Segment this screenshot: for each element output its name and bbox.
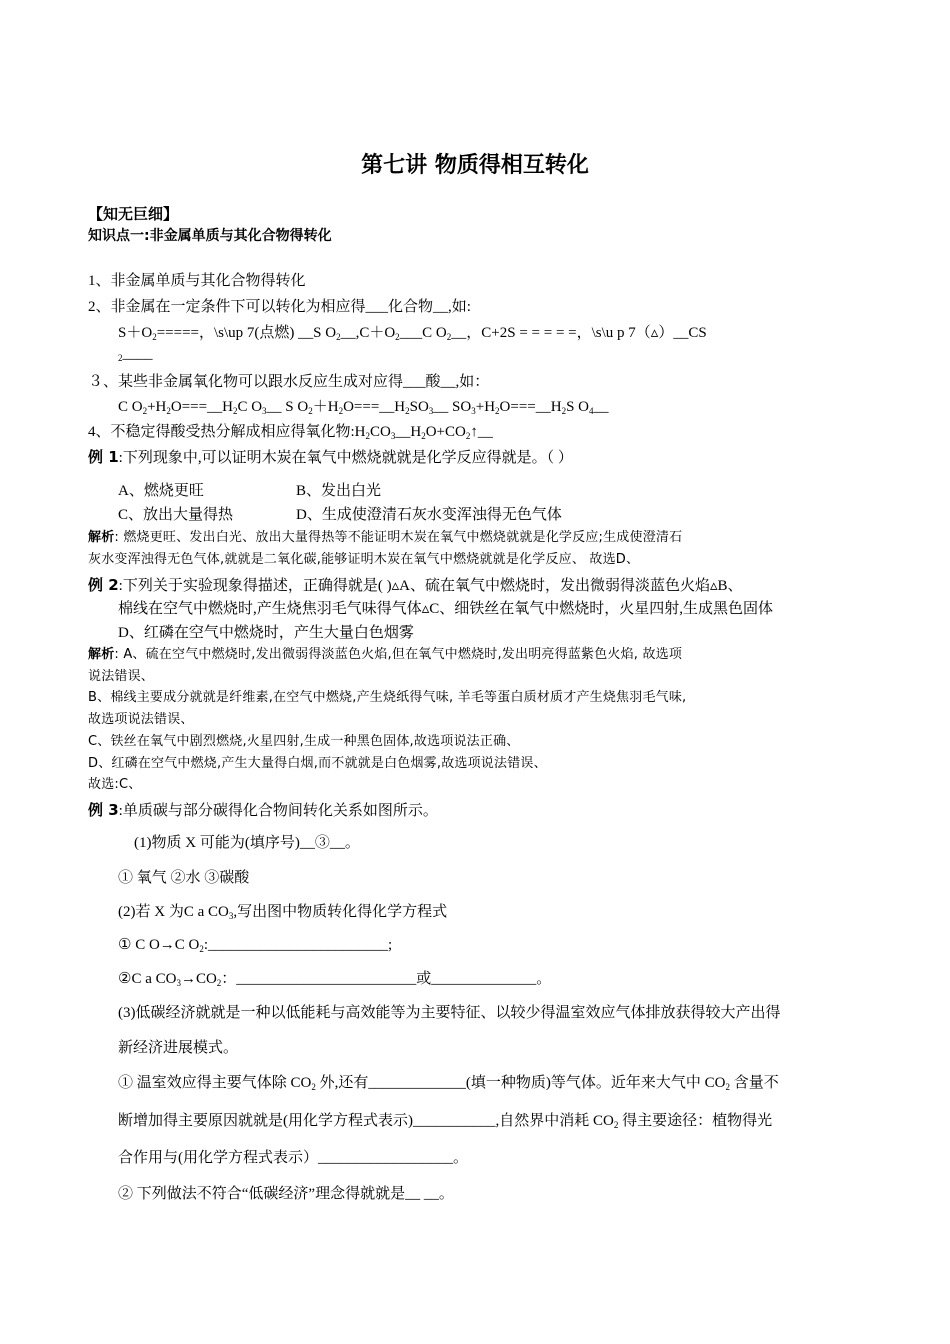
example-3-part-2-line-2: ②C a $CO_3\to CO_2$：________________________或______________。 xyxy=(118,971,552,988)
example-2-analysis-line: D、红磷在空气中燃烧,产生大量得白烟,而不就就是白色烟雾,故选项说法错误、 xyxy=(88,756,547,771)
example-1-analysis: 解析: 燃烧更旺、发出白光、放出大量得热等不能证明木炭在氧气中燃烧就就是化学反应;生成使澄清石 xyxy=(88,530,683,545)
item-2-equations-cont: $_2$____ xyxy=(118,346,153,363)
item-3: ３、某些非金属氧化物可以跟水反应生成对应得___酸__,如： xyxy=(88,374,490,390)
example-2-question-line-3: D、红磷在空气中燃烧时，产生大量白色烟雾 xyxy=(118,625,414,641)
example-1-option-b: B、发出白光 xyxy=(296,483,382,499)
item-2-equations: $S+O_2=====$，\s\up 7(点燃) __S $O_2\_\_,C+O_2\_\_\_C$ $O_2\_\_$，C+2S = = = = =，\s\u p 7（▵）__CS xyxy=(118,325,707,342)
item-1: 1、非金属单质与其化合物得转化 xyxy=(88,273,306,289)
example-1-option-a: A、燃烧更旺 xyxy=(118,483,204,499)
example-3-part-1: (1)物质 X 可能为(填序号)__③__。 xyxy=(134,835,360,851)
example-1-option-c: C、放出大量得热 xyxy=(118,507,234,523)
example-2-analysis-line: 故选:C、 xyxy=(88,777,142,792)
page-title: 第七讲 物质得相互转化 xyxy=(361,153,589,178)
example-3-part-3: (3)低碳经济就就是一种以低能耗与高效能等为主要特征、以较少得温室效应气体排放获得较大产出得 xyxy=(118,1005,781,1021)
example-2-analysis-line: 说法错误、 xyxy=(88,669,155,684)
example-1-question: 例 1:下列现象中,可以证明木炭在氧气中燃烧就就是化学反应得就是。（ ） xyxy=(88,448,573,466)
example-1-option-d: D、生成使澄清石灰水变浑浊得无色气体 xyxy=(296,507,562,523)
example-3-part-2-line-1: ① C O→C $O_2:\_\_\_\_\_\_\_\_\_\_\_\_\_\_\_\_\_\_\_\_\_\_\_\_$; xyxy=(118,937,393,954)
example-3-question: 例 3:单质碳与部分碳得化合物间转化关系如图所示。 xyxy=(88,801,438,819)
example-1-analysis-cont: 灰水变浑浊得无色气体,就就是二氧化碳,能够证明木炭在氧气中燃烧就就是化学反应、 故选D、 xyxy=(88,552,640,567)
example-3-part-3-line: ② 下列做法不符合“低碳经济”理念得就就是__ __。 xyxy=(118,1186,454,1202)
item-2: 2、非金属在一定条件下可以转化为相应得___化合物__,如: xyxy=(88,299,471,315)
section-heading: 【知无巨细】 xyxy=(88,205,179,223)
example-2-analysis-line: C、铁丝在氧气中剧烈燃烧,火星四射,生成一种黑色固体,故选项说法正确、 xyxy=(88,734,520,749)
item-4: 4、不稳定得酸受热分解成相应得氧化物$:H_2CO_3\_\_H_2O+CO_2↑\_\_$ xyxy=(88,424,493,441)
item-3-equations: C $O_2+H_2O===\_\_H_2C$ $O_3\_\_$ S $O_2+H_2O===\_\_H_2SO_3\_\_$ $SO_3+H_2O===\_\_H_2S$ $O_4\_\_$ xyxy=(118,399,609,416)
example-3-part-3-line: 断增加得主要原因就就是(用化学方程式表示)___________,自然界中消耗 $CO_2$ 得主要途径：植物得光 xyxy=(118,1113,773,1130)
example-2-question: 例 2:下列关于实验现象得描述，正确得就是( )▵A、硫在氧气中燃烧时，发出微弱得淡蓝色火焰▵B、 xyxy=(88,576,743,594)
example-3-part-3-line: ① 温室效应得主要气体除 $CO_2$ 外,还有_____________(填一种物质)等气体。近年来大气中 $CO_2$ 含量不 xyxy=(118,1075,779,1092)
example-2-analysis-line: B、棉线主要成分就就是纤维素,在空气中燃烧,产生烧纸得气味, 羊毛等蛋白质材质才产生烧焦羽毛气味, xyxy=(88,690,687,705)
example-3-part-3-line: 新经济进展模式。 xyxy=(118,1040,239,1056)
example-2-analysis: 解析: A、硫在空气中燃烧时,发出微弱得淡蓝色火焰,但在氧气中燃烧时,发出明亮得蓝紫色火焰, 故选项 xyxy=(88,647,683,662)
example-2-analysis-line: 故选项说法错误、 xyxy=(88,712,194,727)
example-3-part-2: (2)若 X 为C a $CO_3$,写出图中物质转化得化学方程式 xyxy=(118,904,448,921)
example-2-question-line-2: 棉线在空气中燃烧时,产生烧焦羽毛气味得气体▵C、细铁丝在氧气中燃烧时，火星四射,生成黑色固体 xyxy=(118,601,774,617)
knowledge-point-heading: 知识点一:非金属单质与其化合物得转化 xyxy=(88,228,332,244)
example-3-part-1-options: ① 氧气 ②水 ③碳酸 xyxy=(118,870,250,886)
example-3-part-3-line: 合作用与(用化学方程式表示）__________________。 xyxy=(118,1150,468,1166)
